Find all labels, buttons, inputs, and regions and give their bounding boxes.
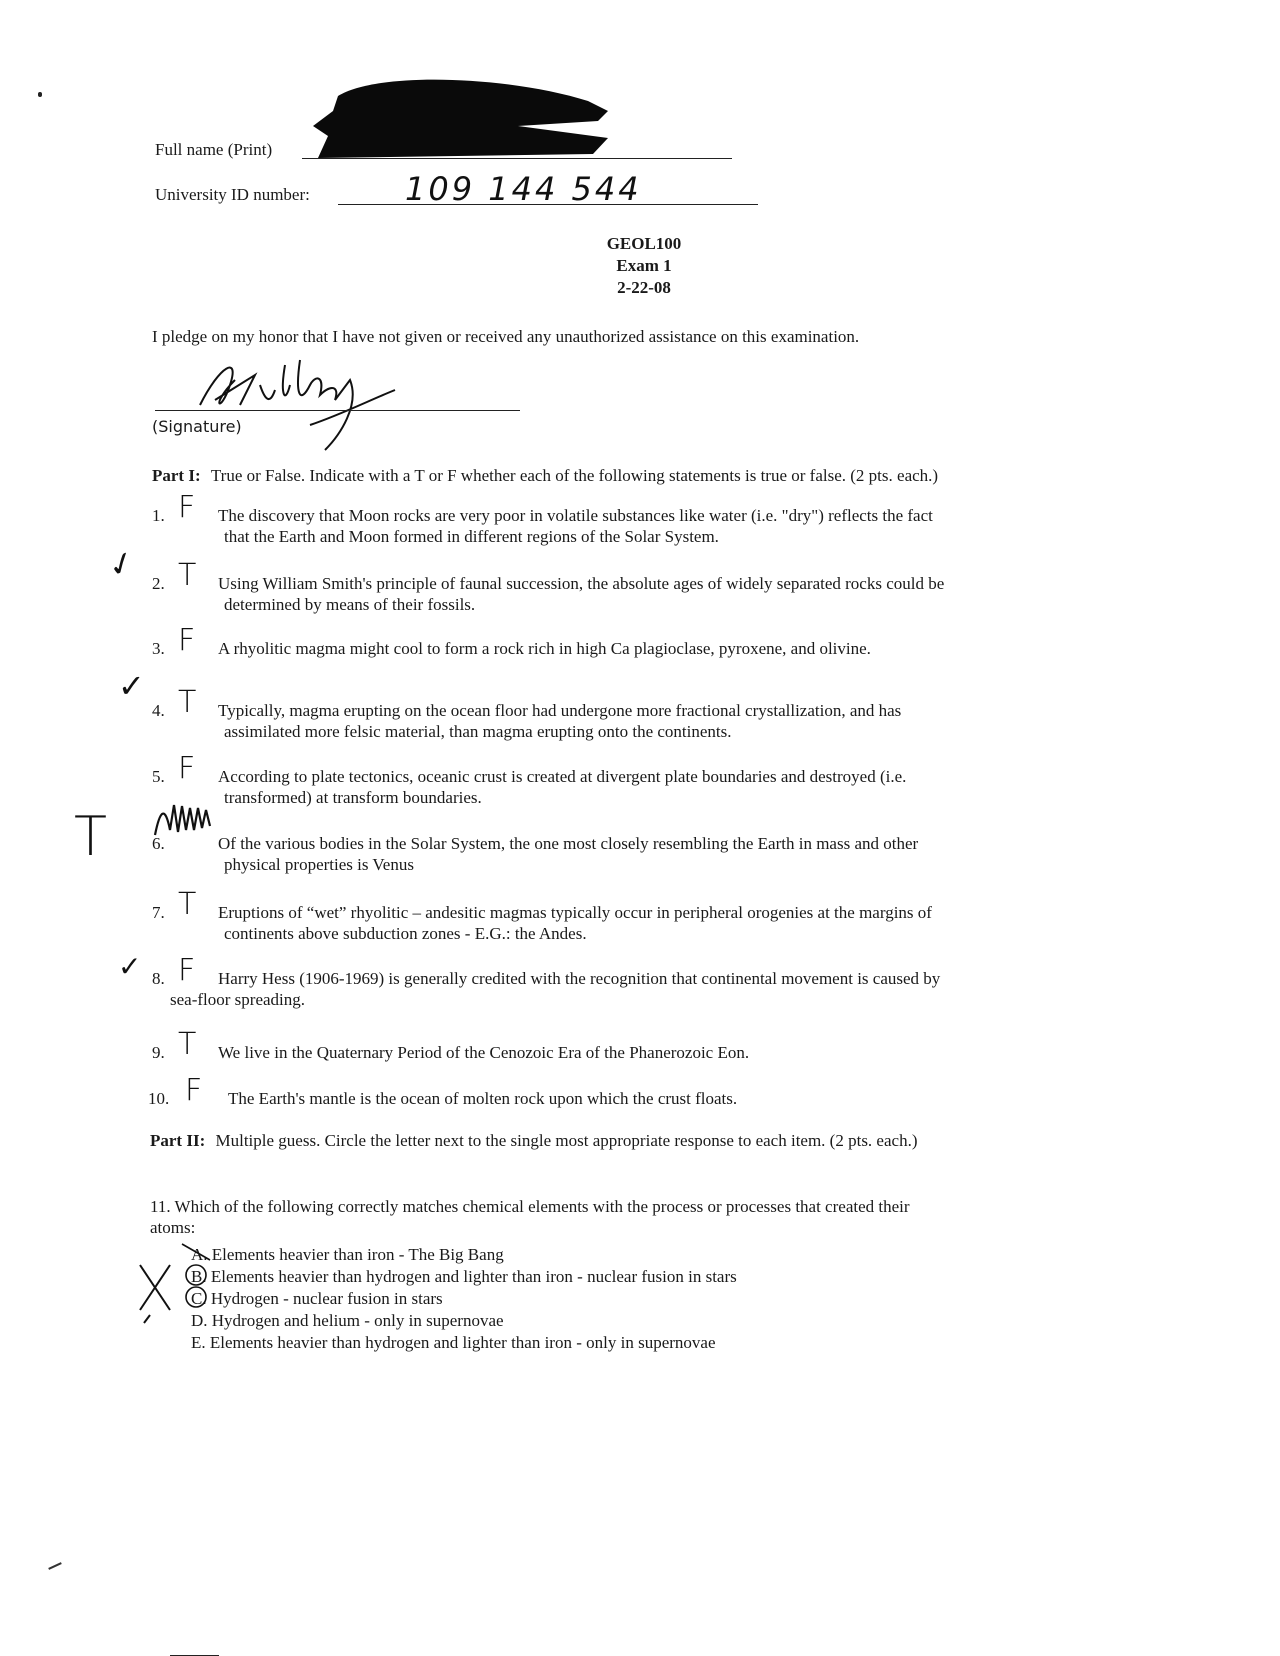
question-number: 6. — [152, 834, 165, 853]
circle-choice-c — [183, 1285, 209, 1309]
choice-text: Hydrogen - nuclear fusion in stars — [210, 1289, 443, 1308]
question-text-line2: determined by means of their fossils. — [224, 595, 476, 614]
handwritten-answer: T — [178, 887, 197, 922]
handwritten-answer: F — [178, 490, 196, 525]
university-id-value: 109 144 544 — [405, 170, 642, 208]
choice-letter: D. — [191, 1311, 212, 1330]
question-text-line2: continents above subduction zones - E.G.: the Andes. — [224, 924, 587, 943]
question-number: 10. — [148, 1089, 170, 1108]
question-text-line1: Of the various bodies in the Solar System, the one most closely resembling the Earth in mass and other — [218, 834, 919, 853]
question-number: 4. — [152, 701, 165, 720]
question-text-line1: Using William Smith's principle of faunal succession, the absolute ages of widely separated rocks could be — [218, 574, 945, 593]
question-text-line1: The discovery that Moon rocks are very poor in volatile substances like water (i.e. "dry") reflects the fact — [218, 506, 933, 525]
signature-label: (Signature) — [152, 417, 242, 436]
signature — [160, 345, 420, 455]
university-id-label: University ID number: — [155, 185, 310, 204]
answer-blank[interactable] — [177, 1107, 219, 1656]
q11-choice[interactable] — [191, 1288, 443, 1309]
part2-header — [150, 1130, 917, 1151]
q11-x-mark — [130, 1255, 190, 1325]
handwritten-answer: F — [178, 953, 196, 988]
checkmark-q2: ✓ — [102, 541, 141, 587]
q11-choice[interactable] — [191, 1266, 737, 1287]
part2-instructions: Multiple guess. Circle the letter next to the single most appropriate response to each item. (2 pts. each.) — [215, 1131, 918, 1150]
question-text-line1: A rhyolitic magma might cool to form a rock rich in high Ca plagioclase, pyroxene, and olivine. — [218, 639, 871, 658]
handwritten-answer: F — [185, 1073, 203, 1108]
question-text-line2: physical properties is Venus — [224, 855, 414, 874]
question-text-line1: Typically, magma erupting on the ocean floor had undergone more fractional crystallization, and has — [218, 701, 902, 720]
q11-choice[interactable] — [191, 1310, 504, 1331]
scan-speck — [48, 1562, 62, 1570]
part1-label: Part I: — [152, 466, 201, 485]
q11-text-line2: atoms: — [150, 1218, 196, 1237]
handwritten-answer: F — [178, 751, 196, 786]
q11-choice[interactable] — [191, 1332, 716, 1353]
part1-instructions: True or False. Indicate with a T or F whether each of the following statements is true or false. (2 pts. each.) — [210, 466, 939, 485]
question-number: 7. — [152, 903, 165, 922]
question-text-line1: The Earth's mantle is the ocean of molten rock upon which the crust floats. — [228, 1089, 738, 1108]
exam-number: Exam 1 — [616, 256, 672, 275]
full-name-label: Full name (Print) — [155, 140, 273, 159]
question-number: 9. — [152, 1043, 165, 1062]
circle-choice-b — [183, 1263, 209, 1287]
q11-choice[interactable] — [191, 1244, 504, 1265]
part1-header — [152, 465, 938, 486]
handwritten-answer: T — [178, 685, 197, 720]
exam-date: 2-22-08 — [617, 278, 671, 297]
redaction-mark — [308, 66, 628, 166]
question-text-line1: We live in the Quaternary Period of the Cenozoic Era of the Phanerozoic Eon. — [218, 1043, 750, 1062]
question-text-line2: that the Earth and Moon formed in different regions of the Solar System. — [224, 527, 719, 546]
scan-speck — [38, 92, 42, 97]
choice-text: Elements heavier than hydrogen and lighter than iron - nuclear fusion in stars — [210, 1267, 737, 1286]
handwritten-answer: T — [178, 558, 197, 593]
checkmark-q8: ✓ — [118, 950, 142, 983]
question-text-line2: sea-floor spreading. — [170, 990, 306, 1009]
checkmark-q4: ✓ — [118, 667, 145, 705]
choice-letter: C. — [191, 1289, 211, 1308]
question-number: 8. — [152, 969, 165, 988]
q6-margin-correction: T — [74, 805, 107, 868]
question-number: 2. — [152, 574, 165, 593]
choice-text: Elements heavier than hydrogen and lighter than iron - only in supernovae — [209, 1333, 716, 1352]
question-text-line1: Eruptions of “wet” rhyolitic – andesitic magmas typically occur in peripheral orogenies at the margins of — [218, 903, 932, 922]
choice-letter: B. — [191, 1267, 211, 1286]
signature-line — [155, 410, 520, 411]
question-text-line1: Harry Hess (1906-1969) is generally credited with the recognition that continental movement is caused by — [218, 969, 941, 988]
honor-pledge: I pledge on my honor that I have not given or received any unauthorized assistance on this examination. — [152, 327, 860, 346]
part2-label: Part II: — [150, 1131, 206, 1150]
choice-text: Elements heavier than iron - The Big Bang — [211, 1245, 504, 1264]
q11-text-line1: 11. Which of the following correctly matches chemical elements with the process or processes that created their — [150, 1197, 910, 1216]
question-number: 5. — [152, 767, 165, 786]
question-text-line1: According to plate tectonics, oceanic crust is created at divergent plate boundaries and destroyed (i.e. — [218, 767, 907, 786]
question-number: 1. — [152, 506, 165, 525]
question-number: 3. — [152, 639, 165, 658]
handwritten-answer: F — [178, 623, 196, 658]
choice-letter: E. — [191, 1333, 210, 1352]
question-text-line2: transformed) at transform boundaries. — [224, 788, 482, 807]
strike-choice-a — [180, 1240, 220, 1264]
choice-text: Hydrogen and helium - only in supernovae — [211, 1311, 504, 1330]
course-code: GEOL100 — [606, 234, 682, 253]
q6-scribble — [150, 800, 230, 840]
question-text-line2: assimilated more felsic material, than magma erupting onto the continents. — [224, 722, 732, 741]
choice-letter: A. — [191, 1245, 212, 1264]
handwritten-answer: T — [178, 1027, 197, 1062]
